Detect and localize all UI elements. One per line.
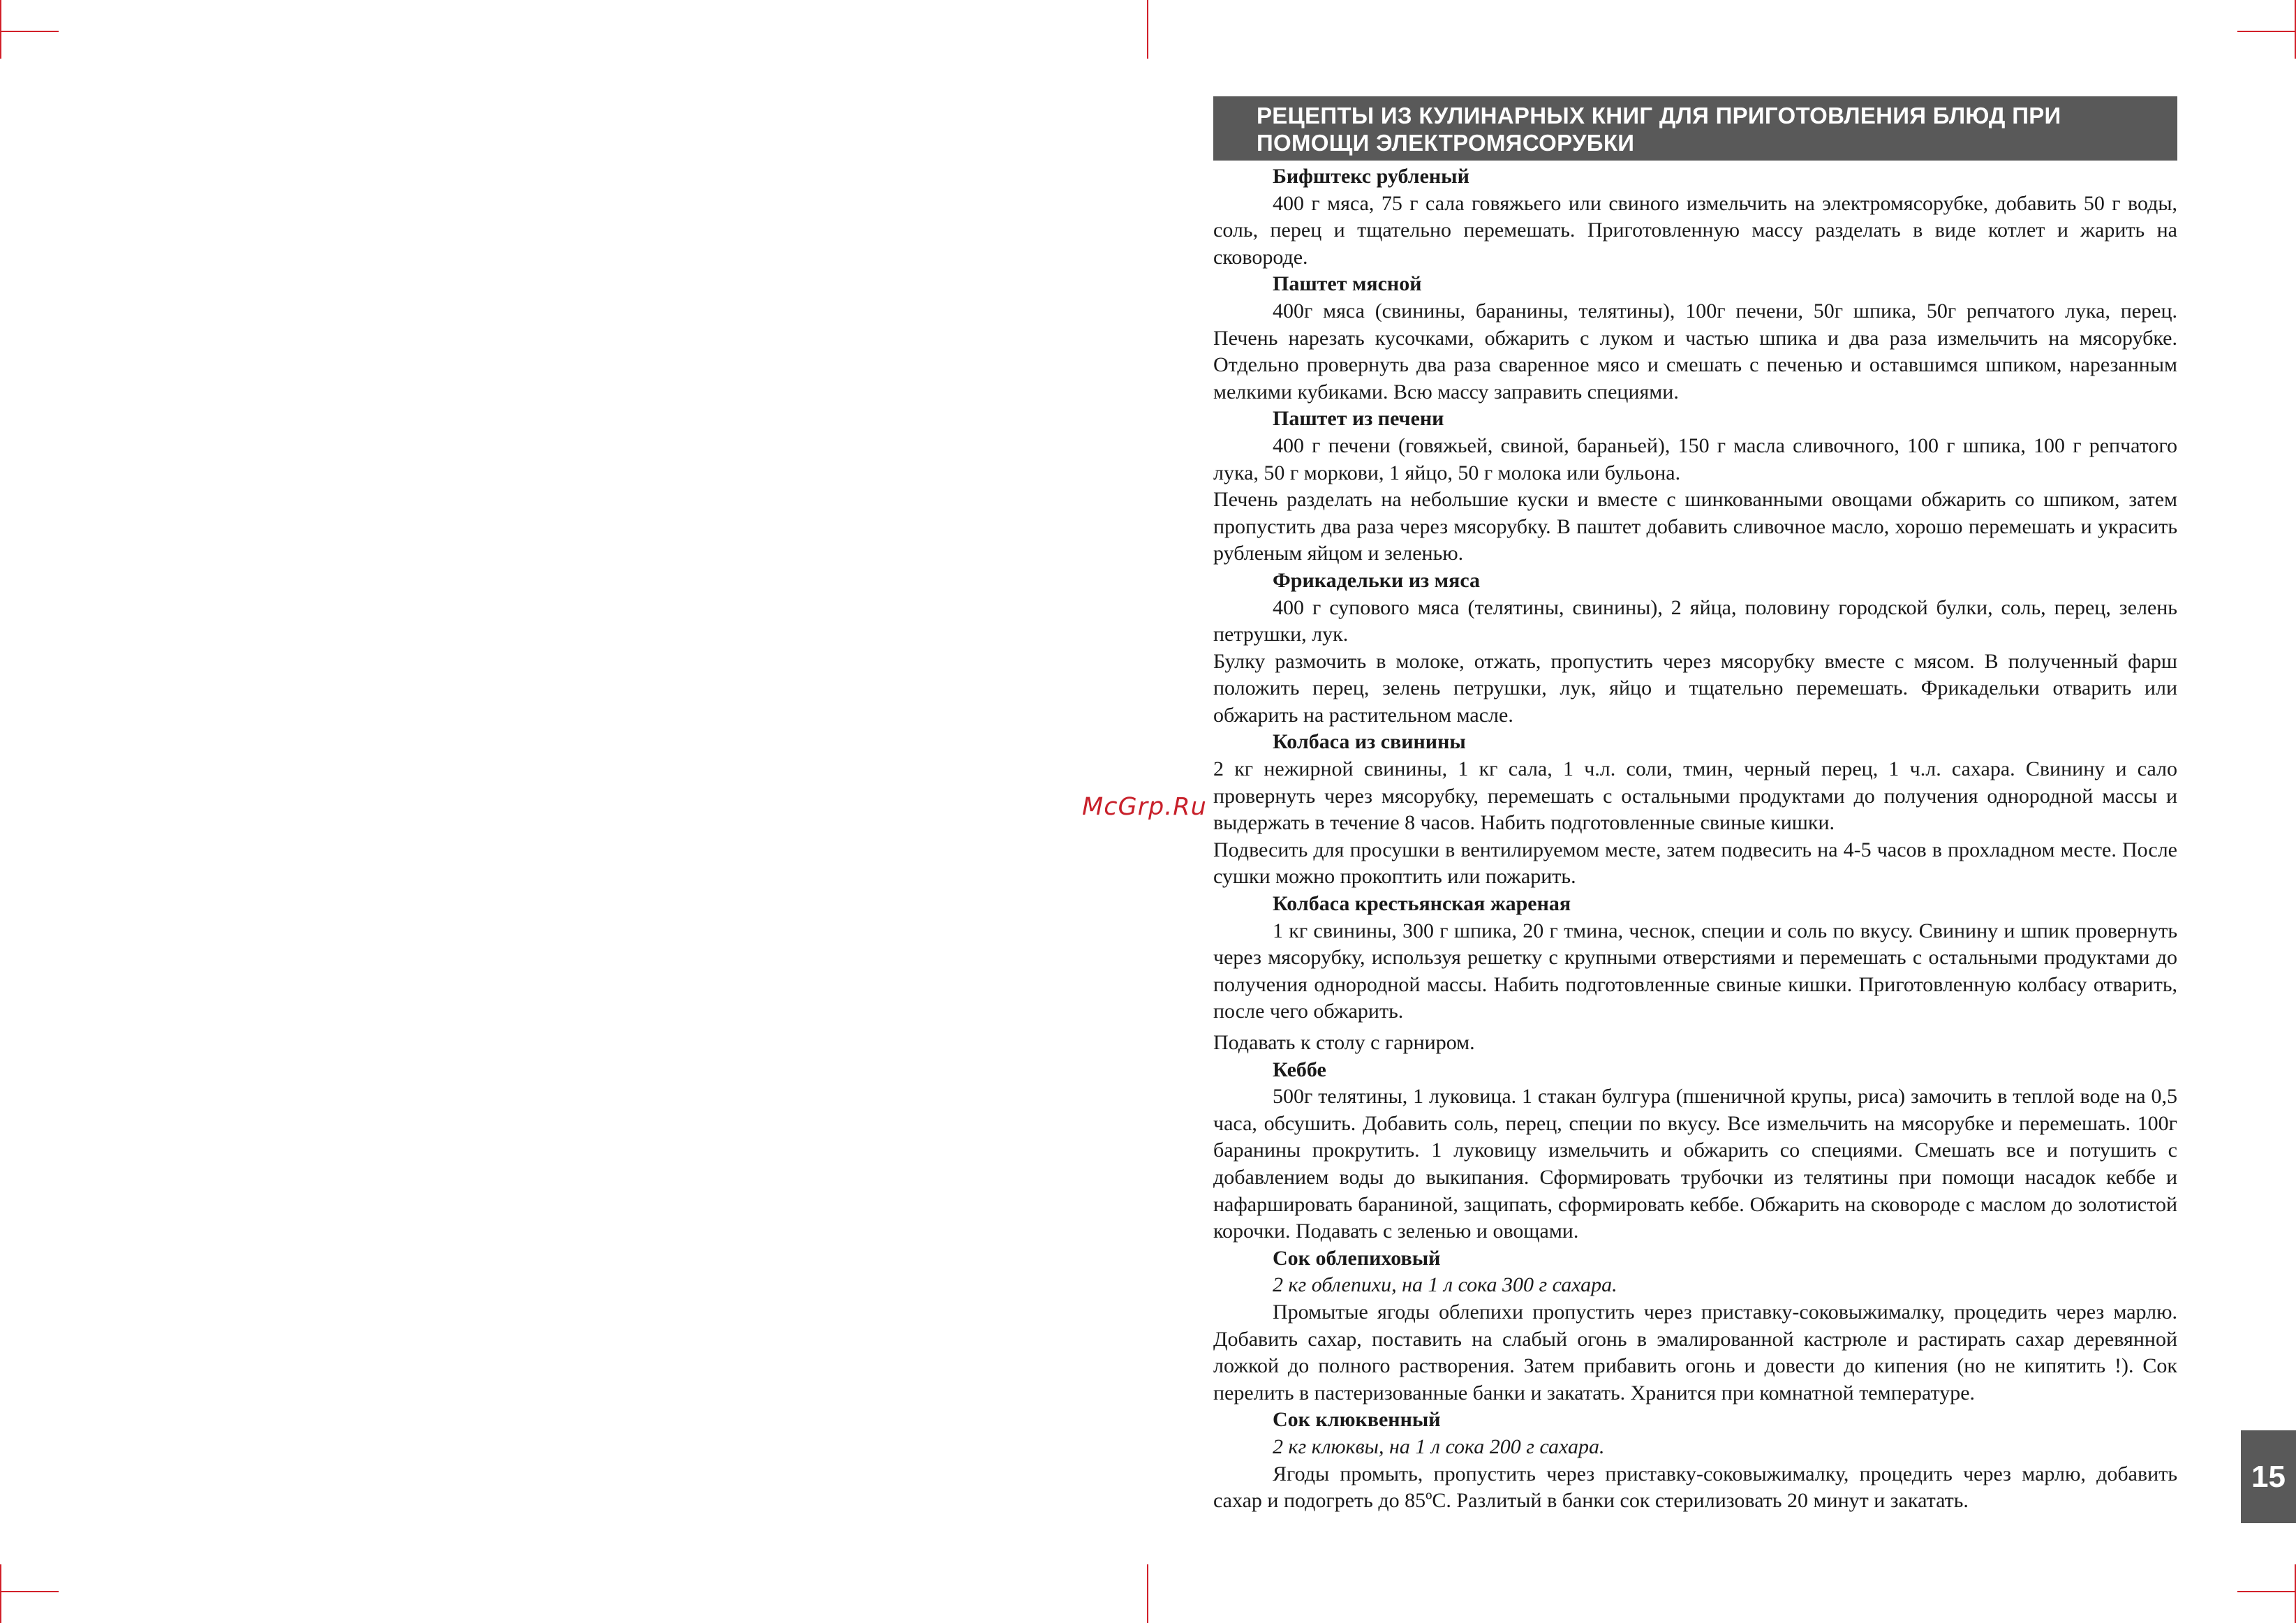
recipe-paragraph: 400 г супового мяса (телятины, свинины), 2 яйца, половину городской булки, соль, перец, зелень петрушки, лук. — [1213, 595, 2177, 646]
recipe-title: Кеббе — [1273, 1058, 1326, 1081]
recipe — [1213, 163, 2177, 271]
recipe — [1213, 891, 2177, 1057]
recipe-paragraph: Печень разделать на небольшие куски и вместе с шинкованными овощами обжарить со шпиком, затем пропустить два раза через мясорубку. В паштет добавить сливочное масло, хорошо перемешать и украсить рубленым яйцом и зеленью. — [1213, 488, 2177, 565]
recipe-title: Сок облепиховый — [1273, 1246, 1441, 1270]
recipe-paragraph: Подвесить для просушки в вентилируемом месте, затем подвесить на 4-5 часов в прохладном месте. После сушки можно прокоптить или пожарить. — [1213, 838, 2177, 889]
crop-mark-top-left-horizontal — [0, 31, 59, 32]
recipe — [1213, 271, 2177, 406]
recipe-title: Колбаса крестьянская жареная — [1273, 892, 1571, 916]
recipe-paragraph: 500г телятины, 1 луковица. 1 стакан булгура (пшеничной крупы, риса) замочить в теплой воде на 0,5 часа, обсушить. Добавить соль, перец, специи по вкусу. Все измельчить на мясорубке и перемешать. 100г баранины прокрутить. 1 луковицу измельчить и обжарить со специями. Смешать все и потушить с добавлением воды до выкипания. Сформировать трубочки из телятины при помощи насадок кеббе и нафаршировать бараниной, защипать, сформировать кеббе. Обжарить на сковороде с маслом до золотистой корочки. Подавать с зеленью и овощами. — [1213, 1085, 2177, 1243]
page-number: 15 — [2241, 1430, 2296, 1523]
recipe-title: Колбаса из свинины — [1273, 730, 1466, 754]
recipe-title: Фрикадельки из мяса — [1273, 568, 1481, 592]
crop-mark-top-right-horizontal — [2237, 31, 2296, 32]
crop-mark-top-middle — [1147, 0, 1148, 59]
recipe-paragraph: Ягоды промыть, пропустить через приставку-соковыжималку, процедить через марлю, добавить сахар и подогреть до 85ºС. Разлитый в банки сок стерилизовать 20 минут и закатать. — [1213, 1462, 2177, 1513]
recipe — [1213, 1245, 2177, 1407]
recipe-title: Бифштекс рубленый — [1273, 165, 1469, 188]
recipe — [1213, 1407, 2177, 1514]
recipe — [1213, 1057, 2177, 1245]
recipe-paragraph: 400 г печени (говяжьей, свиной, бараньей), 150 г масла сливочного, 100 г шпика, 100 г репчатого лука, 50 г моркови, 1 яйцо, 50 г молока или бульона. — [1213, 433, 2177, 484]
section-header — [1213, 96, 2177, 161]
recipes-content — [1213, 163, 2177, 1515]
recipe-title: Паштет мясной — [1273, 272, 1422, 296]
crop-mark-bottom-left-horizontal — [0, 1591, 59, 1592]
recipe — [1213, 406, 2177, 568]
recipe-paragraph: 1 кг свинины, 300 г шпика, 20 г тмина, чеснок, специи и соль по вкусу. Свинину и шпик провернуть через мясорубку, используя решетку с крупными отверстиями и перемешать с остальными продуктами до получения однородной массы. Набить подготовленные свиные кишки. Приготовленную колбасу отварить, после чего обжарить. — [1213, 919, 2177, 1023]
recipe-paragraph: 2 кг клюквы, на 1 л сока 200 г сахара. — [1273, 1435, 1605, 1458]
section-title: РЕЦЕПТЫ ИЗ КУЛИНАРНЫХ КНИГ ДЛЯ ПРИГОТОВЛЕНИЯ БЛЮД ПРИ ПОМОЩИ ЭЛЕКТРОМЯСОРУБКИ — [1257, 103, 2061, 156]
crop-mark-bottom-middle — [1147, 1564, 1148, 1623]
recipe-paragraph: Промытые ягоды облепихи пропустить через приставку-соковыжималку, процедить через марлю. Добавить сахар, поставить на слабый огонь в эмалированной кастрюле и растирать сахар деревянной ложкой до полного растворения. Затем прибавить огонь и довести до кипения (но не кипятить !). Сок перелить в пастеризованные банки и закатать. Хранится при комнатной температуре. — [1213, 1300, 2177, 1405]
recipe-paragraph: 2 кг нежирной свинины, 1 кг сала, 1 ч.л. соли, тмин, черный перец, 1 ч.л. сахара. Свинину и сало провернуть через мясорубку, перемешать с остальными продуктами до получения однородной массы и выдержать в течение 8 часов. Набить подготовленные свиные кишки. — [1213, 757, 2177, 835]
recipe-paragraph: Булку размочить в молоке, отжать, пропустить через мясорубку вместе с мясом. В полученный фарш положить перец, зелень петрушки, лук, яйцо и тщательно перемешать. Фрикадельки отварить или обжарить на растительном масле. — [1213, 649, 2177, 727]
recipe-title: Паштет из печени — [1273, 407, 1444, 431]
crop-mark-bottom-right-horizontal — [2237, 1591, 2296, 1592]
recipe — [1213, 568, 2177, 729]
recipe-paragraph: 400 г мяса, 75 г сала говяжьего или свиного измельчить на электромясорубке, добавить 50 г воды, соль, перец и тщательно перемешать. Приготовленную массу разделать в виде котлет и жарить на сковороде. — [1213, 191, 2177, 269]
recipe-title: Сок клюквенный — [1273, 1408, 1441, 1432]
crop-mark-bottom-left — [0, 1564, 1, 1623]
recipe-paragraph: 400г мяса (свинины, баранины, телятины), 100г печени, 50г шпика, 50г репчатого лука, перец. Печень нарезать кусочками, обжарить с луком и частью шпика и два раза измельчить на мясорубке. Отдельно провернуть два раза сваренное мясо и смешать с печенью и оставшимся шпиком, нарезанным мелкими кубиками. Всю массу заправить специями. — [1213, 299, 2177, 403]
recipe-paragraph: Подавать к столу с гарниром. — [1213, 1031, 1475, 1054]
watermark: McGrp.Ru — [1082, 793, 1207, 821]
recipe-paragraph: 2 кг облепихи, на 1 л сока 300 г сахара. — [1273, 1273, 1617, 1297]
recipe — [1213, 729, 2177, 891]
crop-mark-top-left — [0, 0, 1, 59]
